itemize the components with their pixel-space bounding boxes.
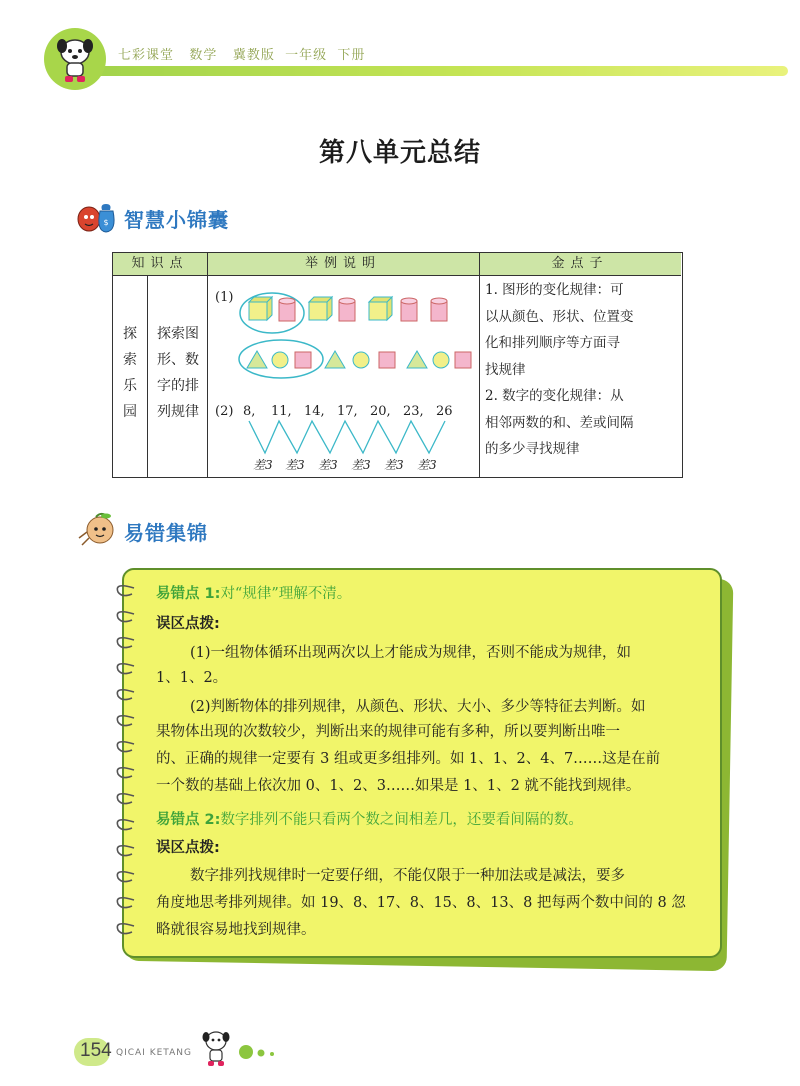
mistake-point-2: 易错点 2:数字排列不能只看两个数之间相差几，还要看间隔的数。 xyxy=(156,812,583,828)
pattern-example xyxy=(209,277,477,477)
header-volume: 下册 xyxy=(337,48,366,63)
cylinder-icon xyxy=(279,298,295,321)
section-title-wisdom: 智慧小锦囊 xyxy=(124,208,229,232)
triangle-icon xyxy=(407,351,427,368)
sequence-number: 23, xyxy=(403,404,424,419)
dog-mascot-icon xyxy=(48,32,102,86)
example1-label: (1) xyxy=(215,290,234,305)
cylinder-icon xyxy=(401,298,417,321)
peach-mascot-icon xyxy=(76,512,120,548)
triangle-icon xyxy=(247,351,267,368)
paragraph-line: 的、正确的规律一定要有 3 组或更多组排列。如 1、1、2、4、7……这是在前 xyxy=(156,751,661,767)
fruit-bag-icon xyxy=(76,200,120,234)
paragraph-line: (2)判断物体的排列规律，从颜色、形状、大小、多少等特征去判断。如 xyxy=(190,699,646,715)
paragraph-line: 略就很容易地找到规律。 xyxy=(156,922,316,938)
paragraph-line: 果物体出现的次数较少，判断出来的规律可能有多种，所以要判断出唯一 xyxy=(156,724,620,740)
table-header-example: 举例说明 xyxy=(207,253,479,276)
page-title: 第八单元总结 xyxy=(318,138,481,168)
footer-brand: QICAI KETANG xyxy=(116,1048,192,1058)
knowledge-table xyxy=(112,252,683,478)
paragraph-line: 数字排列找规律时一定要仔细，不能仅限于一种加法或是减法，要多 xyxy=(190,868,625,884)
header-series: 七彩课堂 xyxy=(118,48,175,63)
paragraph-line: 一个数的基础上依次加 0、1、2、3……如果是 1、1、2 就不能找到规律。 xyxy=(156,778,641,794)
page-number: 154 xyxy=(80,1040,112,1061)
header-bar xyxy=(60,66,788,76)
sequence-number: 26 xyxy=(436,404,453,419)
mistake-point-1: 易错点 1:对“规律”理解不清。 xyxy=(156,586,352,602)
spiral-binding-icon xyxy=(112,580,138,950)
difference-label: 差3 xyxy=(417,458,437,472)
header-subject: 数学 xyxy=(189,48,218,63)
decorative-dots-icon xyxy=(238,1044,278,1060)
circle-icon xyxy=(353,352,369,368)
paragraph-line: (1)一组物体循环出现两次以上才能成为规律，否则不能成为规律，如 xyxy=(190,645,632,661)
difference-label: 差3 xyxy=(384,458,404,472)
svg-text:$: $ xyxy=(103,218,109,227)
difference-label: 差3 xyxy=(285,458,305,472)
table-header-tips: 金点子 xyxy=(479,253,681,276)
hint-label-1: 误区点拨: xyxy=(156,616,220,632)
hint-label-2: 误区点拨: xyxy=(156,840,220,856)
example2-label: (2) xyxy=(215,404,234,419)
cylinder-icon xyxy=(431,298,447,321)
table-header-knowledge: 知识点 xyxy=(113,253,207,276)
circle-icon xyxy=(272,352,288,368)
cube-icon xyxy=(369,297,392,320)
table-cell-tips: 1. 图形的变化规律：可 以从颜色、形状、位置变 化和排列顺序等方面寻 找规律 2. 数字的变化规律：从 相邻两数的和、差或间隔 的多少寻找规律 xyxy=(485,282,634,457)
paragraph-line: 1、1、2。 xyxy=(156,670,228,686)
table-divider xyxy=(147,275,148,477)
header-grade: 一年级 xyxy=(285,48,328,63)
difference-zigzag xyxy=(249,421,445,453)
sequence-number: 17, xyxy=(337,404,358,419)
section-title-mistakes: 易错集锦 xyxy=(124,521,208,545)
table-divider xyxy=(479,253,480,477)
square-icon xyxy=(455,352,471,368)
sequence-number: 11, xyxy=(271,404,292,419)
table-divider xyxy=(207,253,208,477)
square-icon xyxy=(295,352,311,368)
cube-icon xyxy=(309,297,332,320)
header-edition: 冀教版 xyxy=(232,48,275,63)
square-icon xyxy=(379,352,395,368)
sequence-number: 20, xyxy=(370,404,391,419)
table-cell-topic: 探索图 形、数 字的排 列规律 xyxy=(157,326,199,420)
table-cell-category: 探 索 乐 园 xyxy=(123,326,137,420)
cube-icon xyxy=(249,297,272,320)
difference-label: 差3 xyxy=(318,458,338,472)
sequence-number: 14, xyxy=(304,404,325,419)
paragraph-line: 角度地思考排列规律。如 19、8、17、8、15、8、13、8 把每两个数中间的 8 忽 xyxy=(156,895,686,911)
header-breadcrumb xyxy=(118,44,365,63)
sequence-number: 8, xyxy=(243,404,256,419)
triangle-icon xyxy=(325,351,345,368)
circle-icon xyxy=(433,352,449,368)
difference-label: 差3 xyxy=(351,458,371,472)
dog-mascot-icon xyxy=(198,1028,234,1070)
cylinder-icon xyxy=(339,298,355,321)
difference-label: 差3 xyxy=(253,458,273,472)
